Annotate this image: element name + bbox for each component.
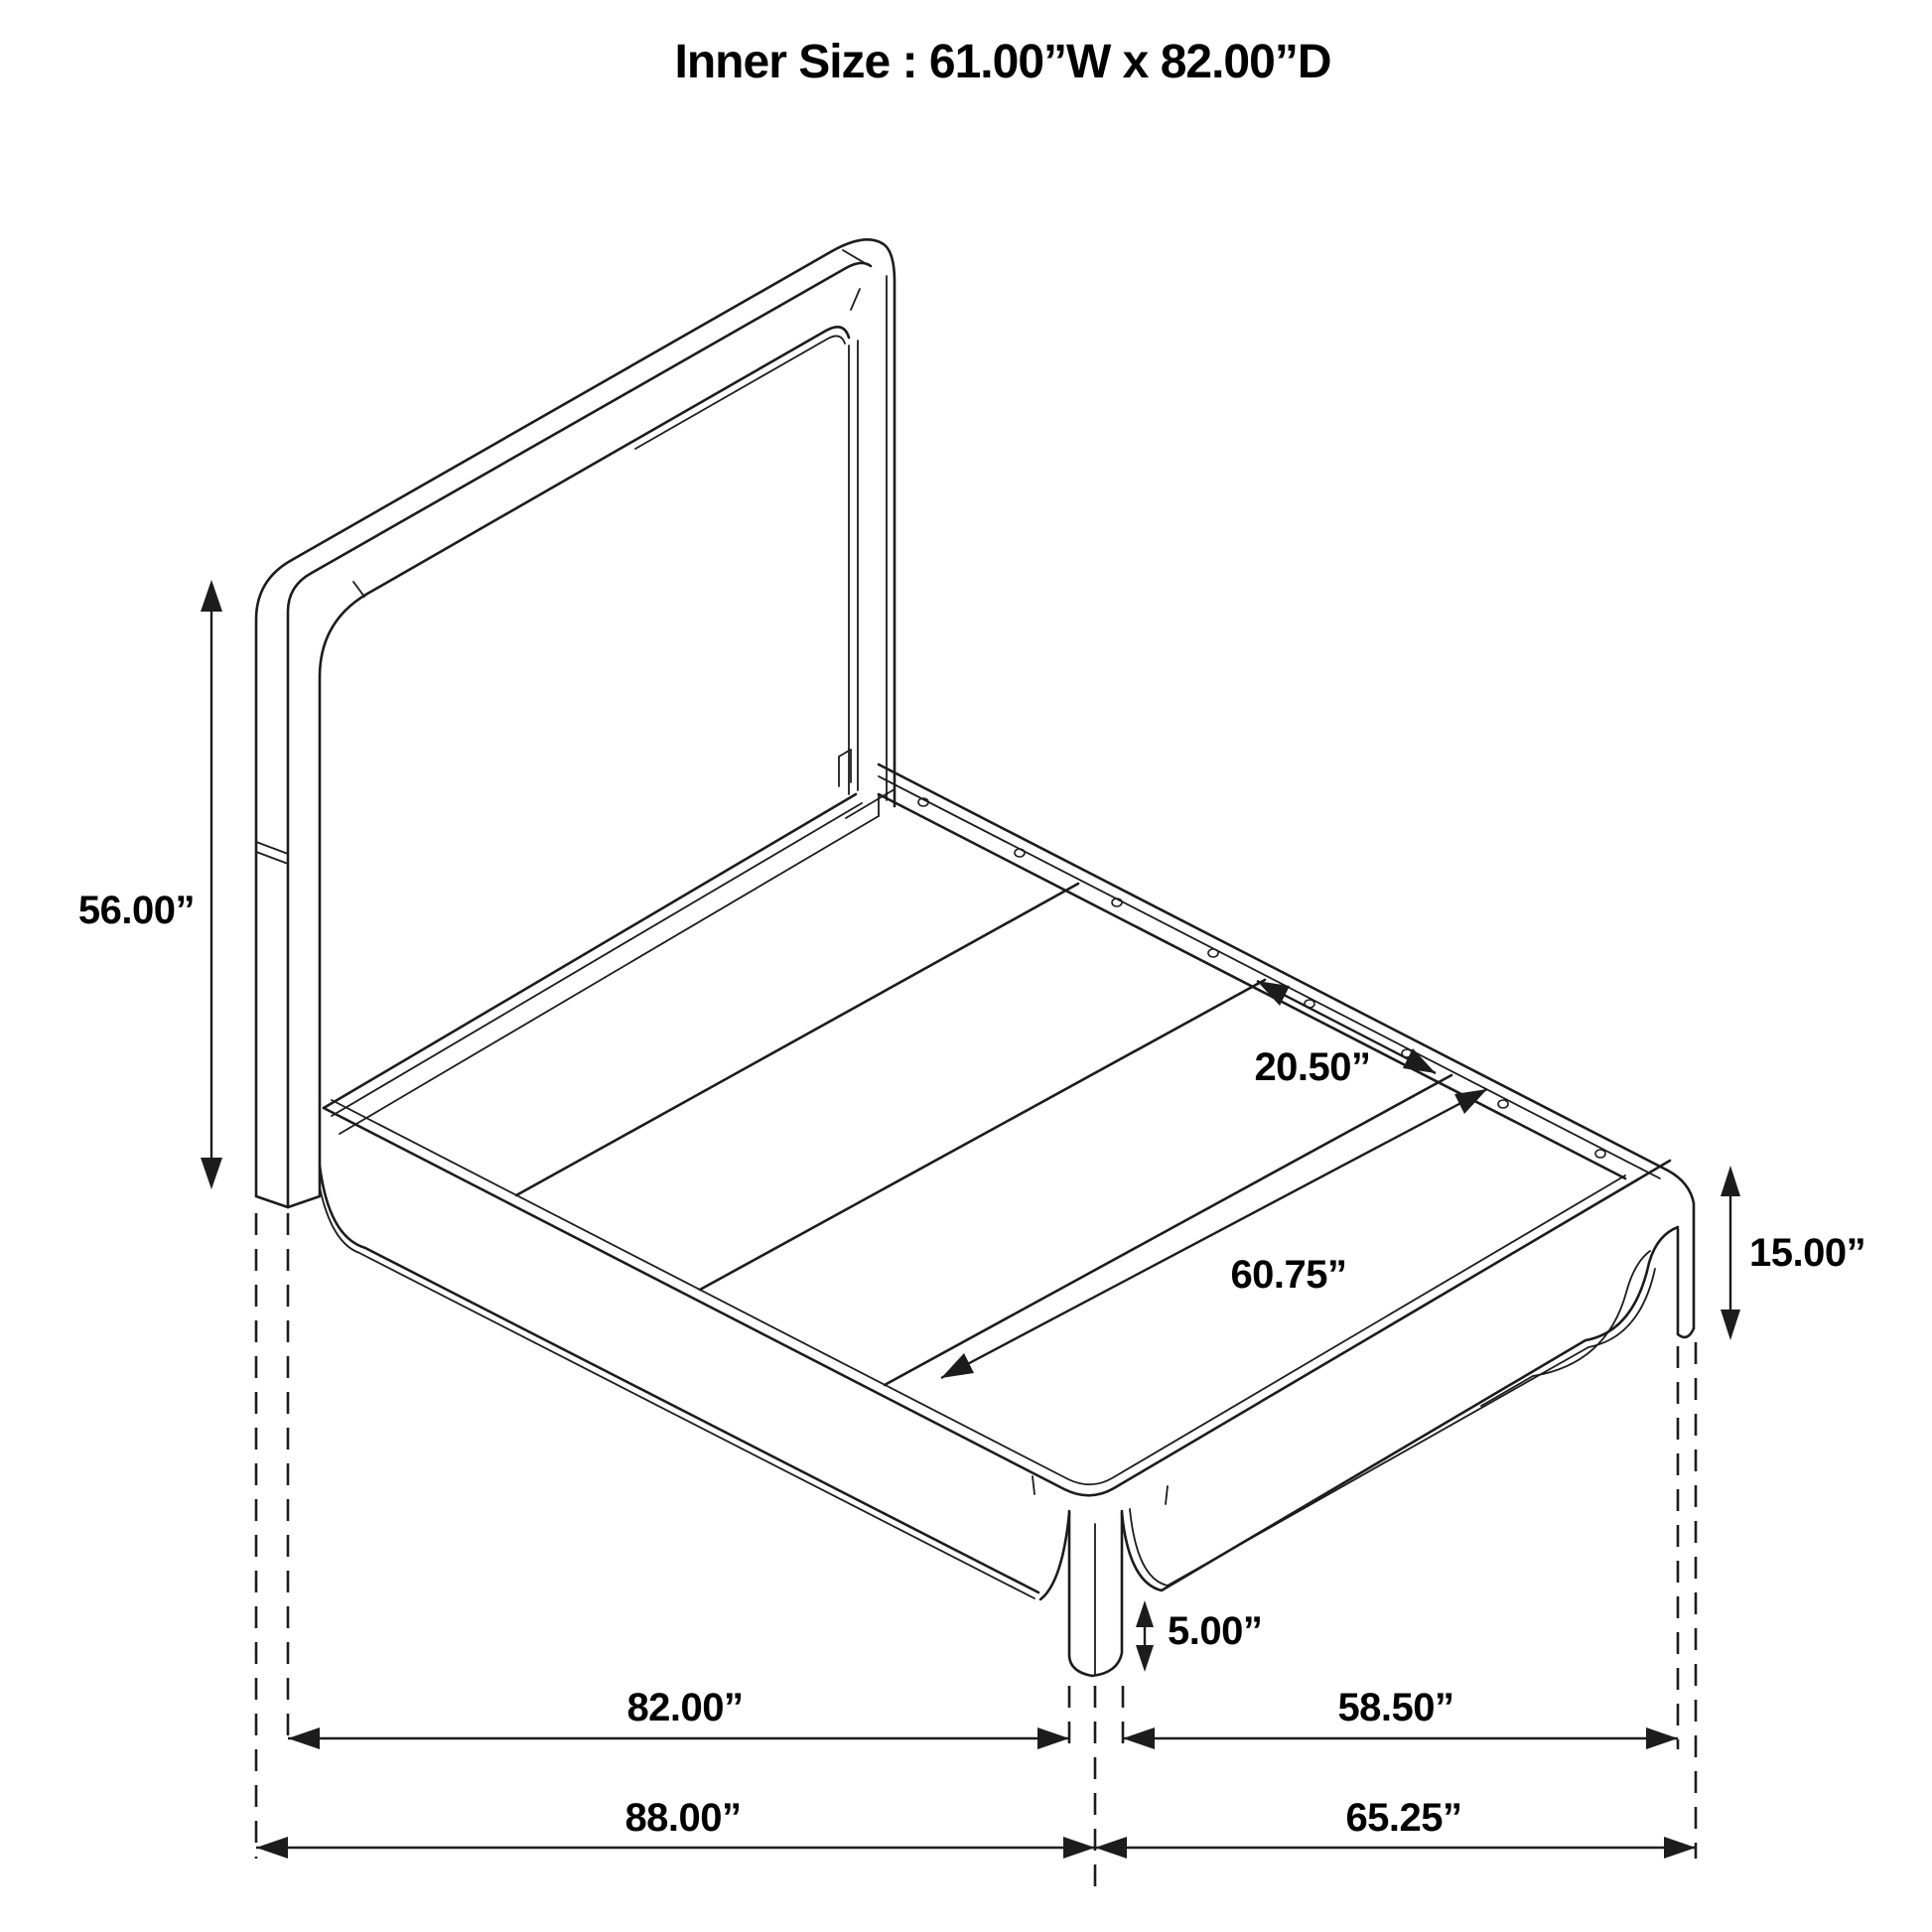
near-arch-front-leg — [1040, 1513, 1069, 1599]
dim-slat-length — [941, 1089, 1487, 1378]
foot-rail-joint-tick — [1166, 1486, 1168, 1504]
right-leg — [1678, 1229, 1694, 1337]
dim-inner-foot-width — [1123, 1727, 1678, 1749]
dimension-annotations — [201, 580, 1740, 1888]
platform-frame — [320, 750, 1694, 1676]
headboard-stile-joint — [846, 789, 895, 818]
dim-headboard-height — [201, 580, 222, 1189]
headboard — [256, 239, 895, 1207]
label-inner-foot-width: 58.50” — [1337, 1686, 1454, 1729]
near-rail-joint-tick — [1033, 1476, 1035, 1494]
foot-rail-bottom — [1122, 1227, 1678, 1590]
far-arch-right-leg — [1533, 1251, 1650, 1376]
right-leg-outline — [1678, 1229, 1694, 1337]
label-inner-depth: 82.00” — [626, 1686, 744, 1729]
head-rail-rim-outer — [324, 794, 856, 1108]
headboard-panel-groove — [635, 336, 845, 449]
headboard-outer-edge — [256, 239, 895, 1196]
dim-ground-clearance — [1136, 1600, 1154, 1672]
headboard-joint-tick-left — [353, 582, 364, 597]
label-ground-clearance: 5.00” — [1168, 1609, 1263, 1653]
dim-inner-depth — [288, 1727, 1069, 1749]
foot-rail-bottom-inner — [1130, 1269, 1655, 1586]
headboard-top-joint — [843, 250, 865, 263]
dim-overall-depth — [256, 1837, 1095, 1859]
near-foot-rail-rim-outer — [324, 1108, 1670, 1495]
deck-division-1 — [516, 884, 1078, 1195]
head-rail-deck-edge — [340, 816, 879, 1134]
far-apron-bottom — [1481, 1376, 1533, 1406]
near-foot-rail-rim-inner — [332, 1100, 1625, 1484]
far-rail-rim-inner — [879, 776, 1660, 1178]
label-overall-depth: 88.00” — [624, 1796, 742, 1840]
headboard-panel-line — [320, 327, 849, 1104]
headboard-leg-joint-a — [256, 842, 288, 854]
label-overall-width: 65.25” — [1345, 1796, 1462, 1840]
label-footboard-height: 15.00” — [1749, 1231, 1866, 1275]
labels — [78, 36, 1865, 1840]
deck-division-2 — [700, 980, 1265, 1290]
dim-footboard-height — [1721, 1166, 1740, 1340]
front-leg — [1069, 1511, 1122, 1676]
headboard-joint-tick-right — [851, 289, 860, 310]
near-rail-bottom — [320, 1166, 1038, 1592]
dim-overall-width — [1095, 1837, 1696, 1859]
diagram-title: Inner Size : 61.00”W x 82.00”D — [674, 36, 1331, 88]
far-rail-screw-holes — [918, 798, 1605, 1158]
label-slat-spacing: 20.50” — [1254, 1045, 1371, 1089]
headboard-leg-joint-b — [256, 852, 288, 864]
deck-division-lines — [516, 884, 1451, 1385]
headboard-front-edge — [288, 263, 871, 1207]
label-headboard-height: 56.00” — [77, 889, 195, 932]
head-rail-rim-inner — [332, 803, 862, 1116]
label-slat-length: 60.75” — [1230, 1253, 1347, 1297]
